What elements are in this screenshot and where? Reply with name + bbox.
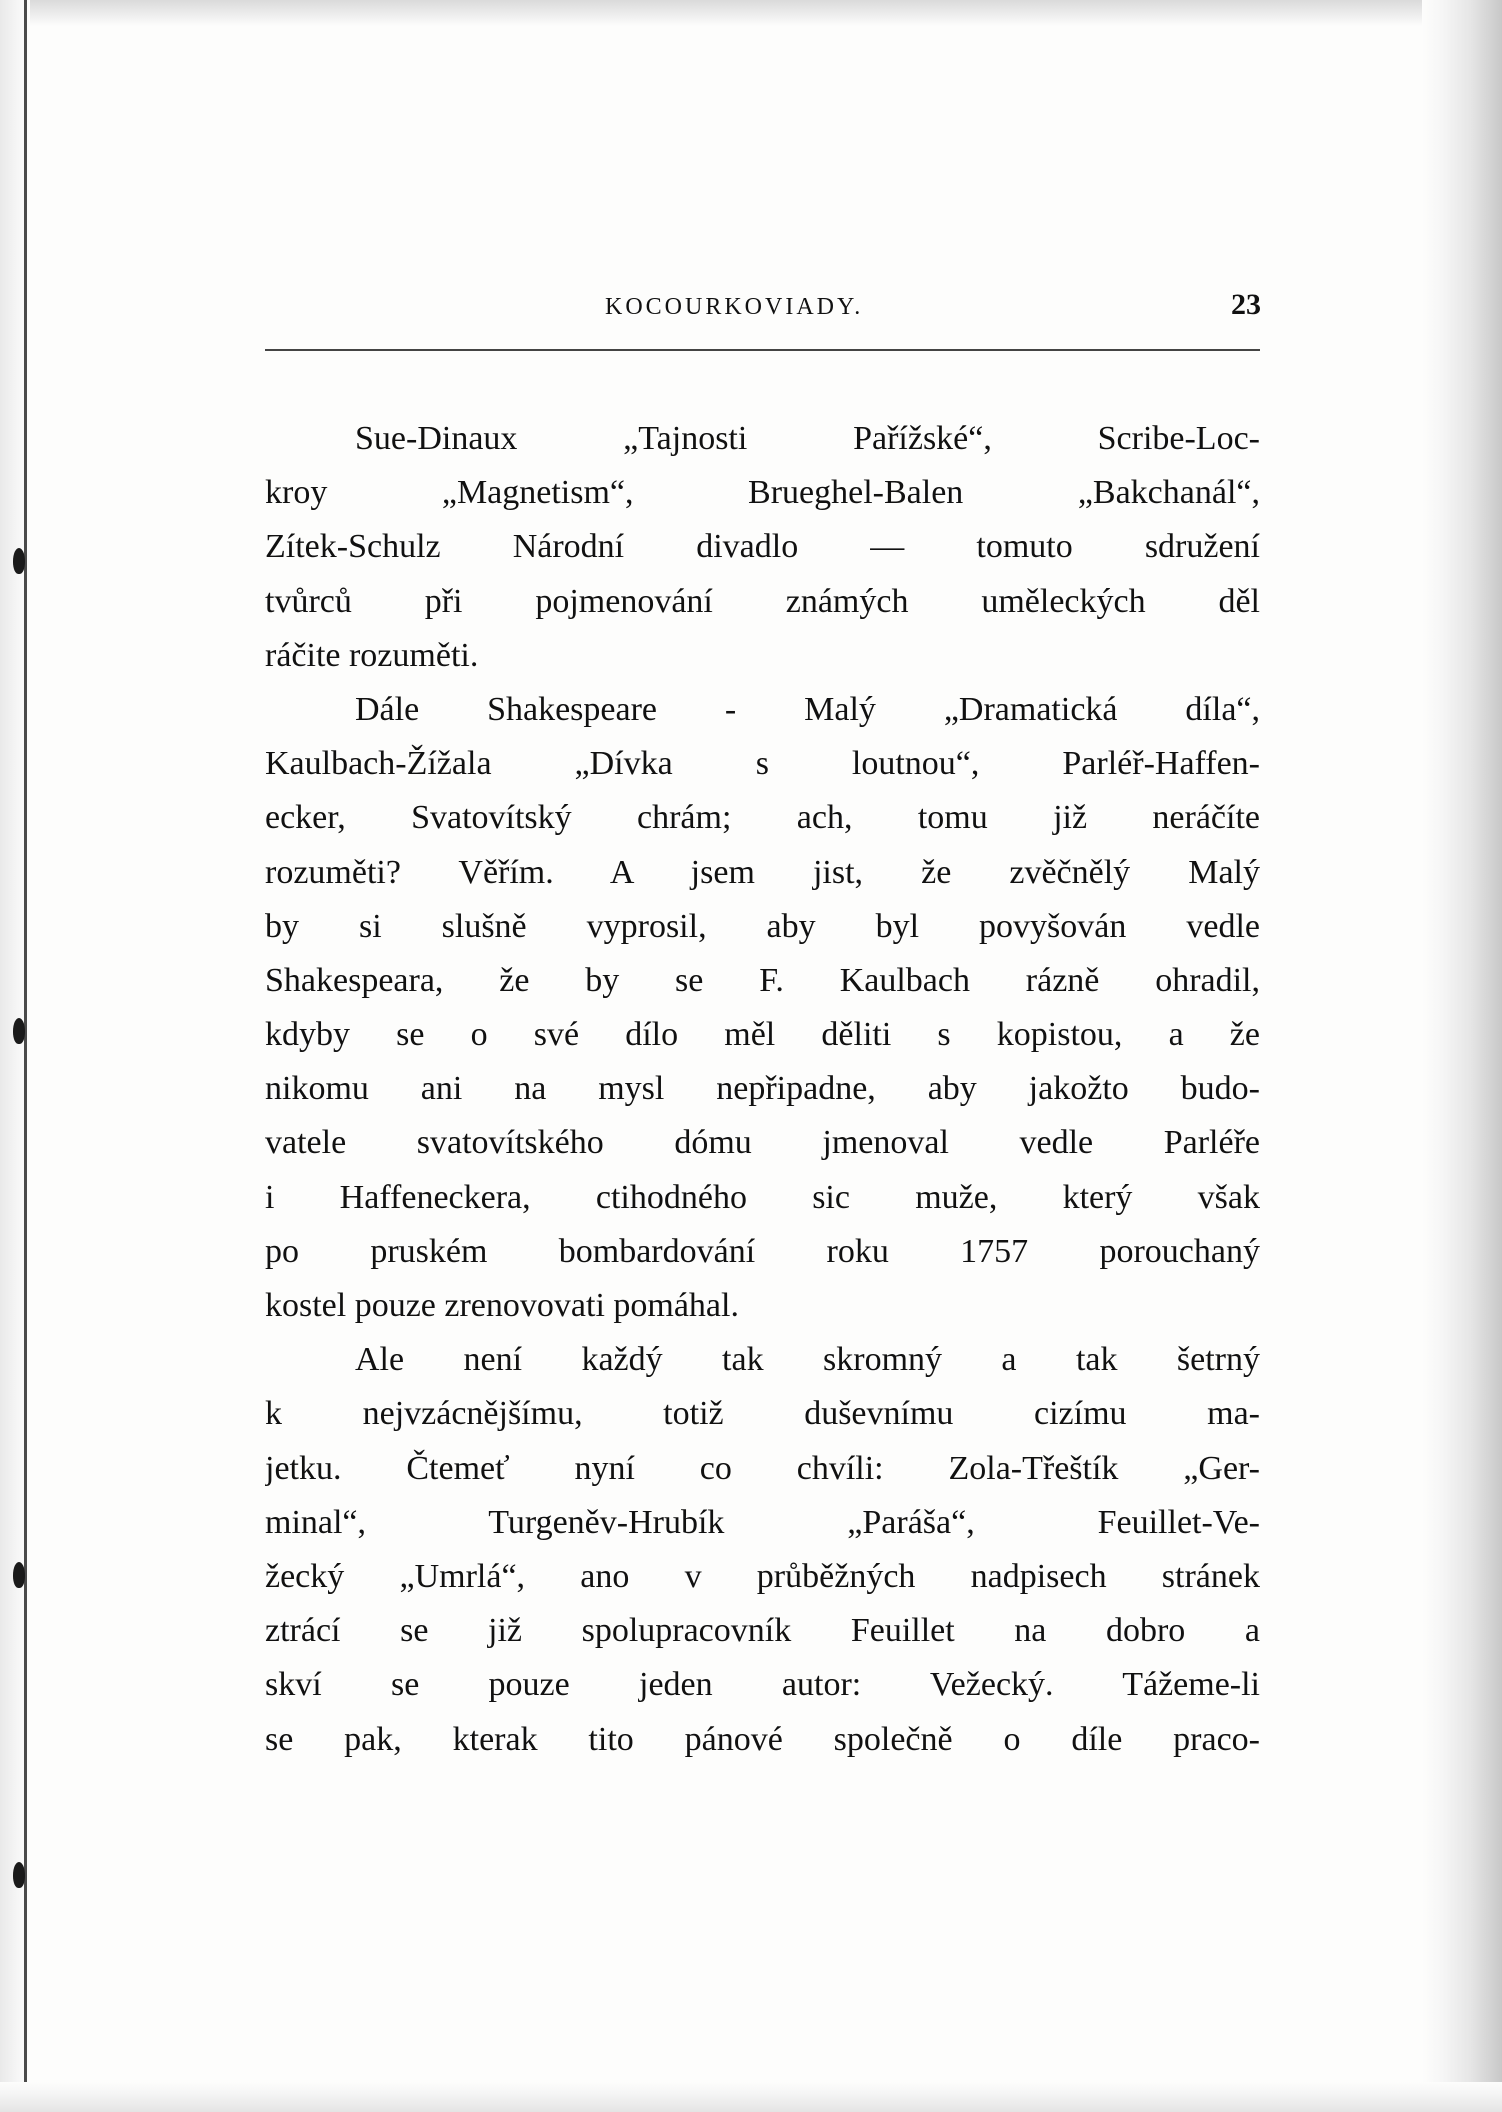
text-line: Ale není každý tak skromný a tak šetrný (355, 1341, 1260, 1379)
text-line: ecker, Svatovítský chrám; ach, tomu již neráčíte (265, 799, 1260, 837)
header-rule (265, 349, 1260, 351)
text-line: Sue-Dinaux „Tajnosti Pařížské“, Scribe-Loc- (355, 420, 1260, 457)
text-line: žecký „Umrlá“, ano v průběžných nadpisech stránek (265, 1557, 1260, 1595)
text-line: se pak, kterak tito pánové společně o díle praco- (265, 1720, 1260, 1758)
text-line: by si slušně vyprosil, aby byl povyšován vedle (265, 907, 1260, 945)
text-line: nikomu ani na mysl nepřipadne, aby jakožto budo- (265, 1070, 1260, 1108)
running-title: KOCOURKOVIADY. (605, 294, 864, 320)
page-bottom-edge (0, 2082, 1502, 2112)
text-line: kdyby se o své dílo měl děliti s kopistou, a že (265, 1016, 1260, 1054)
page-number: 23 (1231, 288, 1261, 321)
text-line: ráčite rozuměti. (265, 636, 479, 674)
text-line: k nejvzácnějšímu, totiž duševnímu cizímu ma- (265, 1395, 1260, 1433)
binding-mark (13, 548, 25, 574)
text-line: i Haffeneckera, ctihodného sic muže, který však (265, 1178, 1260, 1216)
text-line: Dále Shakespeare - Malý „Dramatická díla“, (355, 690, 1260, 728)
text-line: tvůrců při pojmenování známých uměleckých děl (265, 582, 1260, 620)
text-line: Zítek-Schulz Národní divadlo — tomuto sdružení (265, 528, 1260, 566)
text-line: ztrácí se již spolupracovník Feuillet na dobro a (265, 1612, 1260, 1650)
text-line: kroy „Magnetism“, Brueghel-Balen „Bakchanál“, (265, 474, 1260, 512)
text-line: jetku. Čtemeť nyní co chvíli: Zola-Třeštík „Ger- (265, 1449, 1260, 1487)
text-line: Kaulbach-Žížala „Dívka s loutnou“, Parléř-Haffen- (265, 745, 1260, 783)
binding-edge-line (24, 0, 27, 2112)
binding-mark (13, 1018, 25, 1044)
text-line: po pruském bombardování roku 1757 porouchaný (265, 1232, 1260, 1270)
text-line: minal“, Turgeněv-Hrubík „Paráša“, Feuillet-Ve- (265, 1503, 1260, 1541)
text-line: rozuměti? Věřím. A jsem jist, že zvěčnělý Malý (265, 853, 1260, 891)
page-top-edge (0, 0, 1502, 26)
running-head (265, 288, 1265, 328)
text-line: skví se pouze jeden autor: Vežecký. Tážeme-li (265, 1666, 1260, 1704)
text-line: Shakespeara, že by se F. Kaulbach rázně ohradil, (265, 961, 1260, 999)
binding-mark (13, 1862, 25, 1888)
page-right-edge (1422, 0, 1502, 2112)
text-line: kostel pouze zrenovovati pomáhal. (265, 1287, 739, 1324)
body-text (265, 412, 1260, 1767)
binding-mark (13, 1562, 25, 1588)
text-line: vatele svatovítského dómu jmenoval vedle Parléře (265, 1124, 1260, 1162)
